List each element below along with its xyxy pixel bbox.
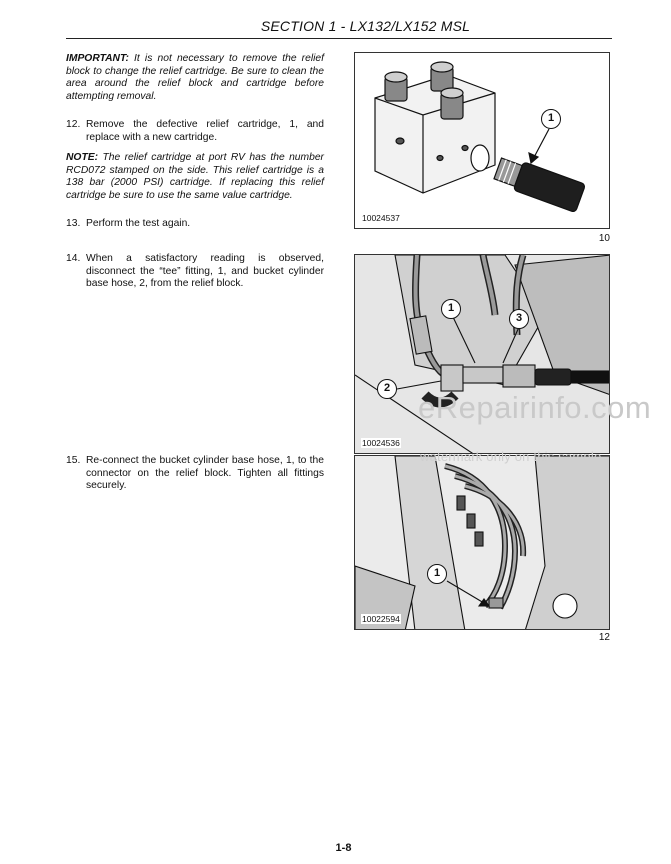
figure-number: 10 (598, 233, 610, 244)
watermark-logo: eRepairinfo.com (418, 390, 652, 425)
figure-number: 12 (598, 632, 610, 643)
relief-block-illustration (355, 53, 610, 229)
step-15-number: 15. (66, 455, 81, 466)
step-12-number: 12. (66, 119, 81, 130)
step-15 (66, 455, 324, 493)
step-13-number: 13. (66, 218, 81, 229)
step-14 (66, 253, 324, 291)
figure-reconnect-hose (354, 455, 610, 630)
note-label: NOTE: (66, 152, 99, 163)
step-12-text: Remove the defective relief cartridge, 1, and replace with a new cartridge. (86, 119, 324, 143)
important-text: It is not necessary to remove the relief block to change the relief cartridge. Be sure to clean the area around the relief block and cartridge before attempting removal. (66, 53, 324, 102)
important-label: IMPORTANT: (66, 53, 129, 64)
figure-id: 10024536 (362, 438, 400, 448)
step-15-text: Re-connect the bucket cylinder base hose, 1, to the connector on the relief block. Tighten all fittings securely. (86, 455, 324, 492)
figure-relief-block (354, 52, 610, 229)
header-divider (66, 38, 612, 39)
callout-1: 1 (541, 109, 561, 129)
step-14-number: 14. (66, 253, 81, 264)
figure-id: 10022594 (362, 614, 400, 624)
step-13-text: Perform the test again. (86, 218, 191, 229)
step-14-text: When a satisfactory reading is observed, disconnect the “tee” fitting, 1, and bucket cylinder base hose, 2, from the relief block. (86, 253, 324, 290)
cartridge-note (66, 152, 324, 202)
note-text: The relief cartridge at port RV has the number RCD072 stamped on the side. This relief cartridge is a 138 bar (2000 PSI) cartridge. If replacing this relief cartridge be sure to use the same value cartridge. (66, 152, 324, 201)
figure-id: 10024537 (362, 213, 400, 223)
watermark-caption: watermark only on this sample (420, 449, 602, 464)
callout-1: 1 (441, 299, 461, 319)
callout-2: 2 (377, 379, 397, 399)
page-header-title: SECTION 1 - LX132/LX152 MSL (260, 18, 471, 34)
important-note (66, 53, 324, 103)
step-13 (66, 218, 324, 231)
reconnect-hose-illustration (355, 456, 610, 630)
callout-3: 3 (509, 309, 529, 329)
page-number: 1-8 (335, 842, 352, 854)
step-12 (66, 119, 324, 144)
callout-1: 1 (427, 564, 447, 584)
